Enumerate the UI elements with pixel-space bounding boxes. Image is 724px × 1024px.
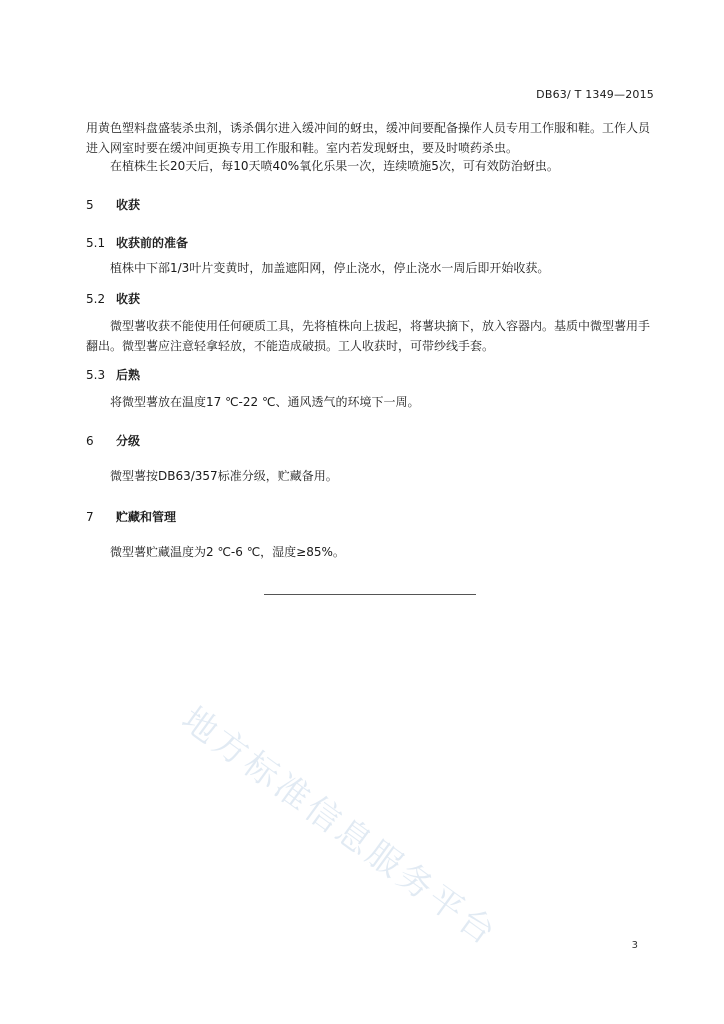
section-number: 7 xyxy=(86,510,94,524)
section-6-heading xyxy=(86,432,140,449)
section-7-text: 微型薯贮藏温度为2 ℃-6 ℃，湿度≥85%。 xyxy=(110,545,345,559)
section-number: 5 xyxy=(86,198,94,212)
section-7-heading xyxy=(86,508,176,525)
section-5-3-text: 将微型薯放在温度17 ℃-22 ℃、通风透气的环境下一周。 xyxy=(110,395,420,409)
section-5-heading xyxy=(86,196,140,213)
section-5-1-heading xyxy=(86,234,188,251)
section-title: 后熟 xyxy=(116,368,141,382)
section-number: 5.3 xyxy=(86,368,106,382)
intro-paragraph-2: 在植株生长20天后，每10天喷40%氧化乐果一次，连续喷施5次，可有效防治蚜虫。 xyxy=(110,159,559,173)
section-title: 收获 xyxy=(116,198,141,212)
section-title: 分级 xyxy=(116,434,141,448)
section-6-text: 微型薯按DB63/357标准分级，贮藏备用。 xyxy=(110,469,338,483)
page-number: 3 xyxy=(631,940,638,951)
section-number: 5.2 xyxy=(86,292,106,306)
section-number: 6 xyxy=(86,434,94,448)
section-title: 收获前的准备 xyxy=(116,236,189,250)
section-number: 5.1 xyxy=(86,236,106,250)
watermark: 地方标准信息服务平台 xyxy=(174,699,506,955)
intro-paragraph-1: 用黄色塑料盘盛装杀虫剂，诱杀偶尔进入缓冲间的蚜虫，缓冲间要配备操作人员专用工作服和鞋。工作人员进入网室时要在缓冲间更换专用工作服和鞋。室内若发现蚜虫，要及时喷药杀虫。 xyxy=(86,121,651,155)
document-code: DB63/ T 1349—2015 xyxy=(536,88,654,101)
section-5-2-heading xyxy=(86,290,140,307)
section-5-2-text: 微型薯收获不能使用任何硬质工具，先将植株向上拔起，将薯块摘下，放入容器内。基质中微型薯用手翻出。微型薯应注意轻拿轻放，不能造成破损。工人收获时，可带纱线手套。 xyxy=(86,319,651,353)
end-rule xyxy=(264,594,476,595)
section-title: 贮藏和管理 xyxy=(116,510,177,524)
section-5-1-text: 植株中下部1/3叶片变黄时，加盖遮阳网，停止浇水，停止浇水一周后即开始收获。 xyxy=(110,261,550,275)
section-5-3-heading xyxy=(86,366,140,383)
section-title: 收获 xyxy=(116,292,141,306)
